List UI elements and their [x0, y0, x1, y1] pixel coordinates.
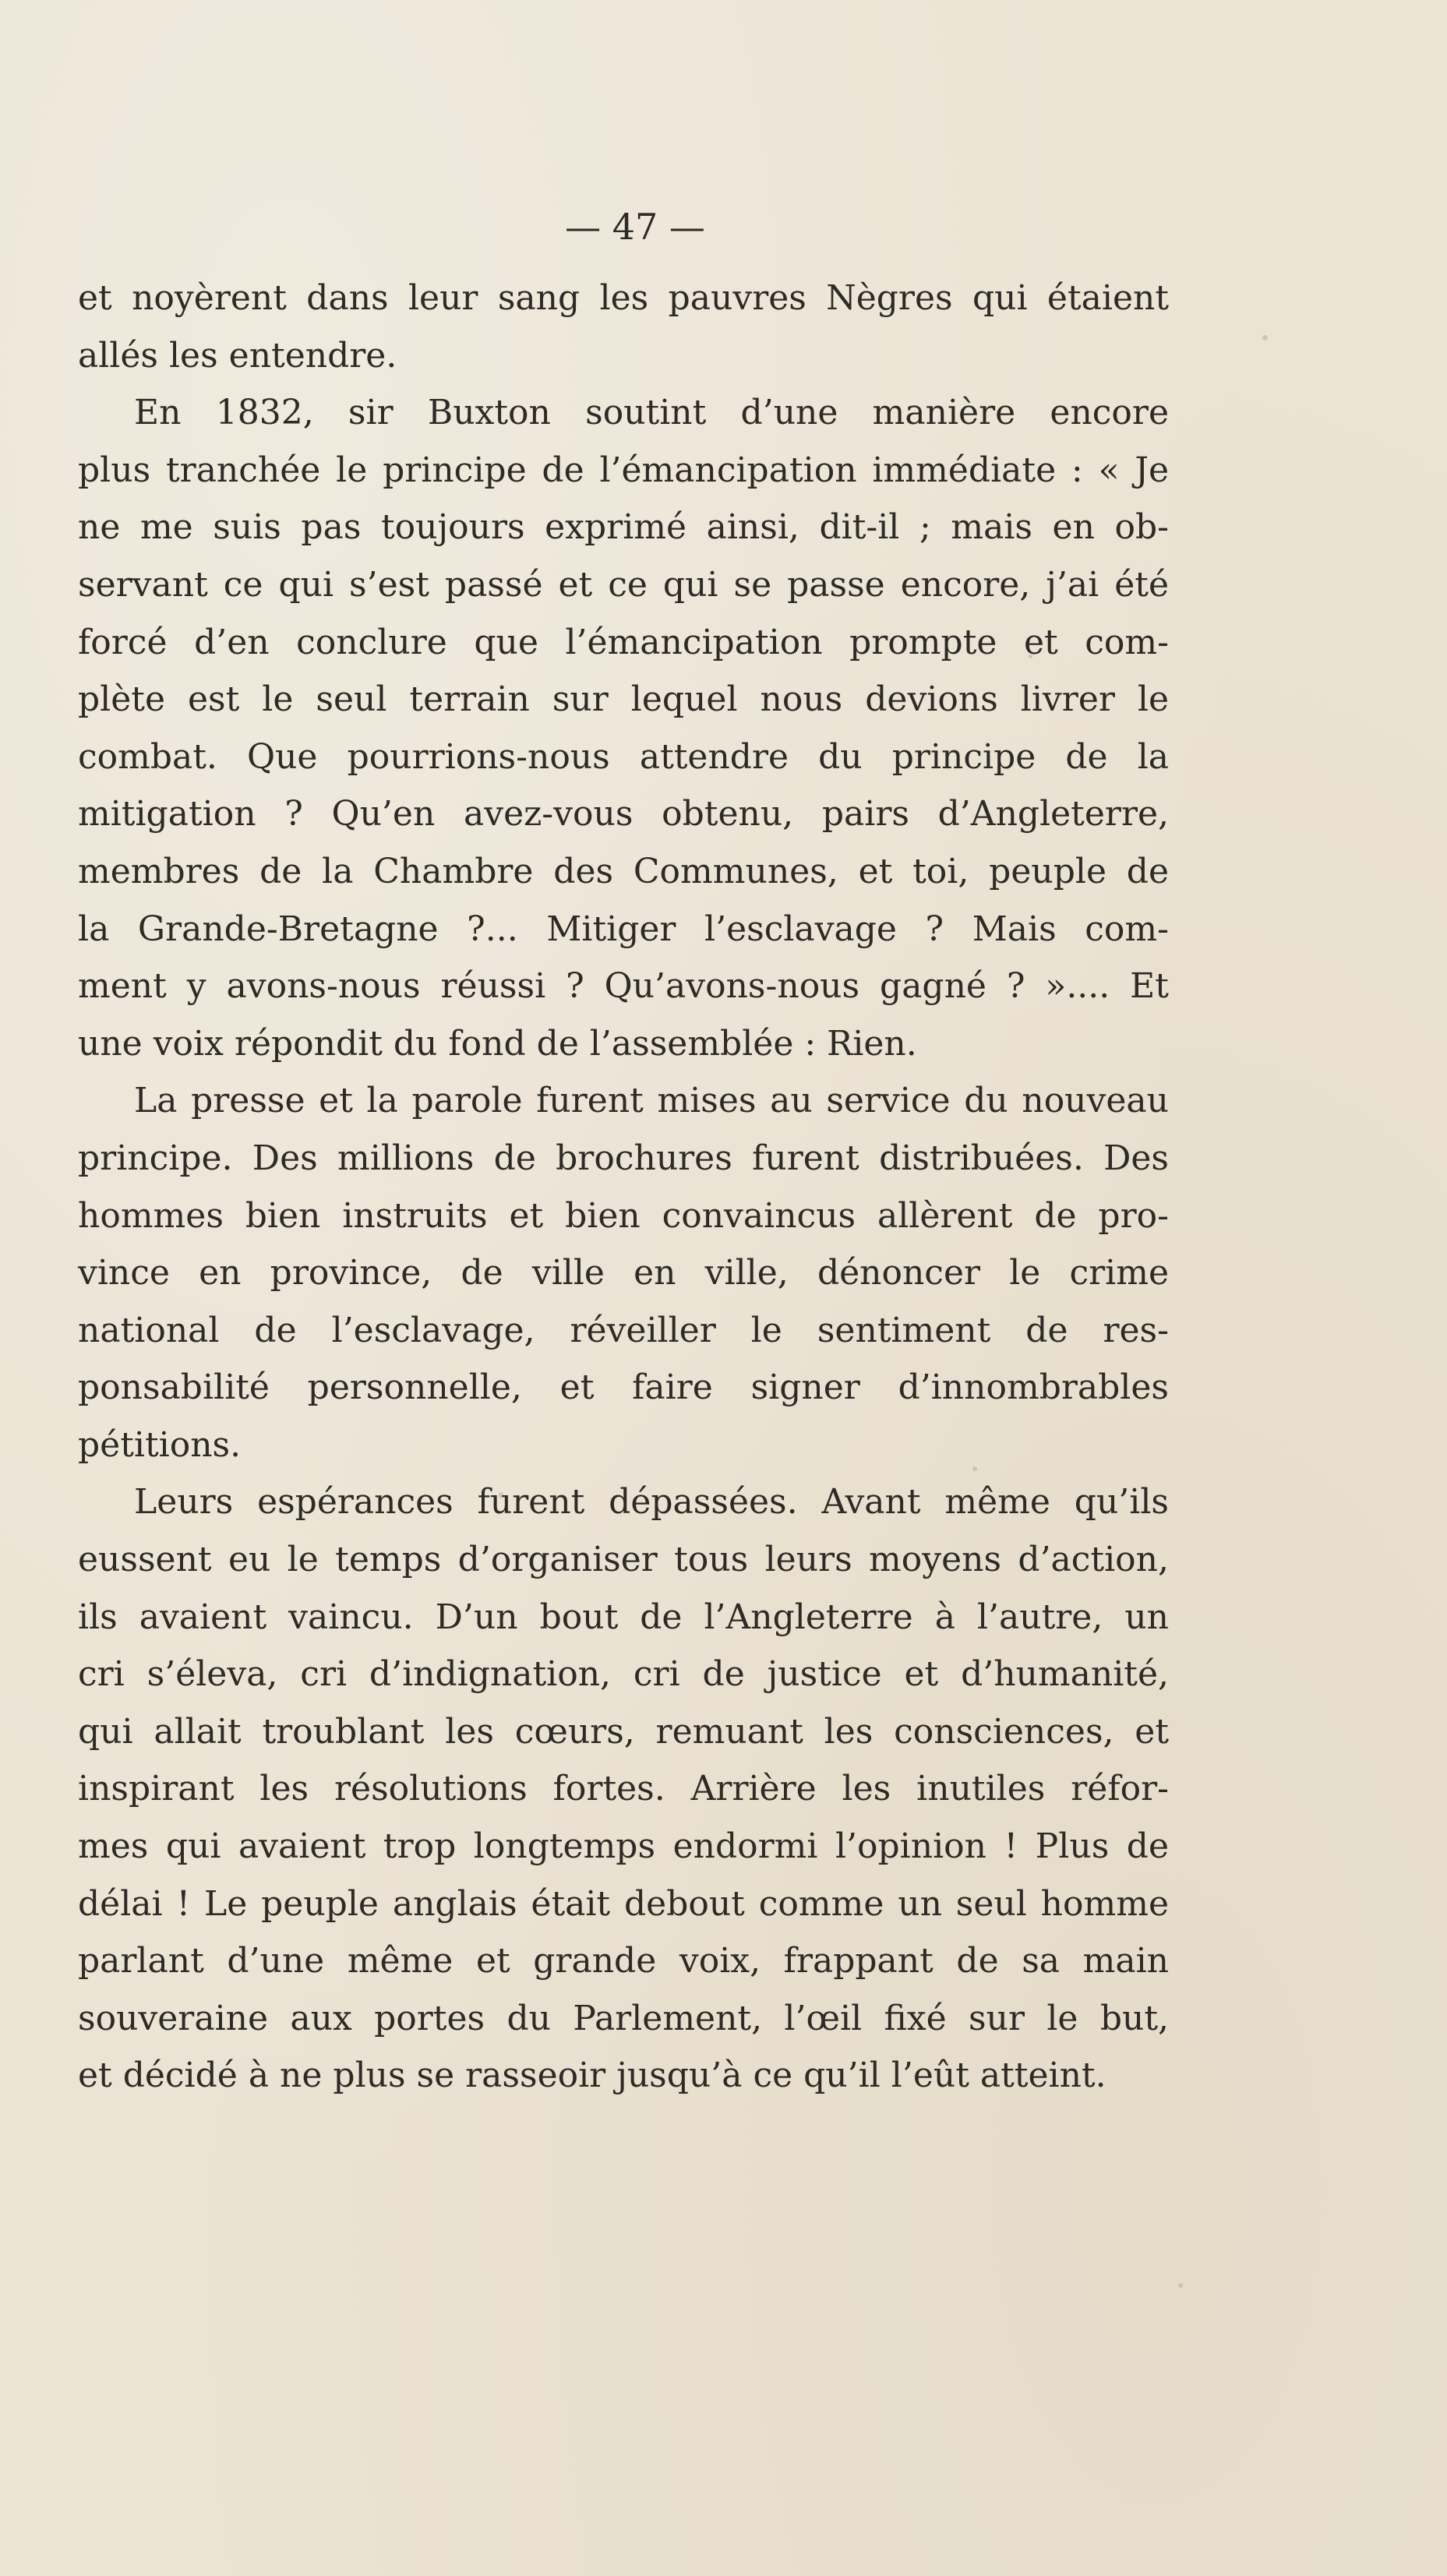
- text-line: hommes bien instruits et bien convaincus allèrent de pro-: [78, 1195, 1169, 1236]
- text-line: servant ce qui s’est passé et ce qui se passe encore, j’ai été: [78, 564, 1169, 605]
- text-line: une voix répondit du fond de l’assemblée : Rien.: [78, 1023, 917, 1064]
- text-line: national de l’esclavage, réveiller le sentiment de res-: [78, 1310, 1169, 1350]
- text-line: parlant d’une même et grande voix, frappant de sa main: [78, 1941, 1169, 1981]
- text-line: En 1832, sir Buxton soutint d’une manière encore: [134, 393, 1169, 433]
- paragraph: [78, 270, 1169, 384]
- text-line: ponsabilité personnelle, et faire signer d’innombrables: [78, 1367, 1169, 1408]
- text-line: souveraine aux portes du Parlement, l’œil fixé sur le but,: [78, 1998, 1169, 2038]
- text-line: combat. Que pourrions-nous attendre du principe de la: [78, 736, 1169, 777]
- text-line: vince en province, de ville en ville, dénoncer le crime: [78, 1253, 1169, 1293]
- body-text: [78, 270, 1169, 2105]
- text-line: plète est le seul terrain sur lequel nous devions livrer le: [78, 679, 1169, 720]
- paragraph: [78, 384, 1169, 1072]
- text-line: allés les entendre.: [78, 335, 397, 376]
- text-line: mitigation ? Qu’en avez-vous obtenu, pairs d’Angleterre,: [78, 794, 1169, 835]
- text-line: principe. Des millions de brochures furent distribuées. Des: [78, 1138, 1169, 1178]
- text-line: forcé d’en conclure que l’émancipation prompte et com-: [78, 622, 1169, 662]
- paper-speck: [1262, 335, 1268, 341]
- text-line: ils avaient vaincu. D’un bout de l’Angleterre à l’autre, un: [78, 1597, 1169, 1637]
- text-line: La presse et la parole furent mises au service du nouveau: [134, 1081, 1169, 1121]
- text-line: pétitions.: [78, 1424, 242, 1465]
- text-line: Leurs espérances furent dépassées. Avant même qu’ils: [134, 1482, 1169, 1523]
- text-line: mes qui avaient trop longtemps endormi l’opinion ! Plus de: [78, 1826, 1169, 1867]
- page-number: — 47 —: [565, 206, 705, 248]
- text-line: la Grande-Bretagne ?... Mitiger l’esclavage ? Mais com-: [78, 909, 1169, 949]
- text-line: et noyèrent dans leur sang les pauvres Nègres qui étaient: [78, 278, 1169, 318]
- text-line: et décidé à ne plus se rasseoir jusqu’à ce qu’il l’eût atteint.: [78, 2056, 1106, 2096]
- text-line: inspirant les résolutions fortes. Arrière les inutiles réfor-: [78, 1769, 1169, 1809]
- paragraph: [78, 1072, 1169, 1473]
- text-line: cri s’éleva, cri d’indignation, cri de justice et d’humanité,: [78, 1654, 1169, 1695]
- paragraph: [78, 1473, 1169, 2105]
- text-line: membres de la Chambre des Communes, et toi, peuple de: [78, 851, 1169, 891]
- text-line: qui allait troublant les cœurs, remuant les consciences, et: [78, 1711, 1169, 1752]
- text-line: plus tranchée le principe de l’émancipation immédiate : « Je: [78, 450, 1169, 490]
- text-line: ment y avons-nous réussi ? Qu’avons-nous gagné ? ».... Et: [78, 966, 1169, 1007]
- text-line: délai ! Le peuple anglais était debout comme un seul homme: [78, 1883, 1169, 1924]
- page-text: [78, 201, 1169, 2105]
- text-line: eussent eu le temps d’organiser tous leurs moyens d’action,: [78, 1540, 1169, 1580]
- text-line: ne me suis pas toujours exprimé ainsi, dit-il ; mais en ob-: [78, 507, 1169, 548]
- paper-speck: [1178, 2283, 1183, 2288]
